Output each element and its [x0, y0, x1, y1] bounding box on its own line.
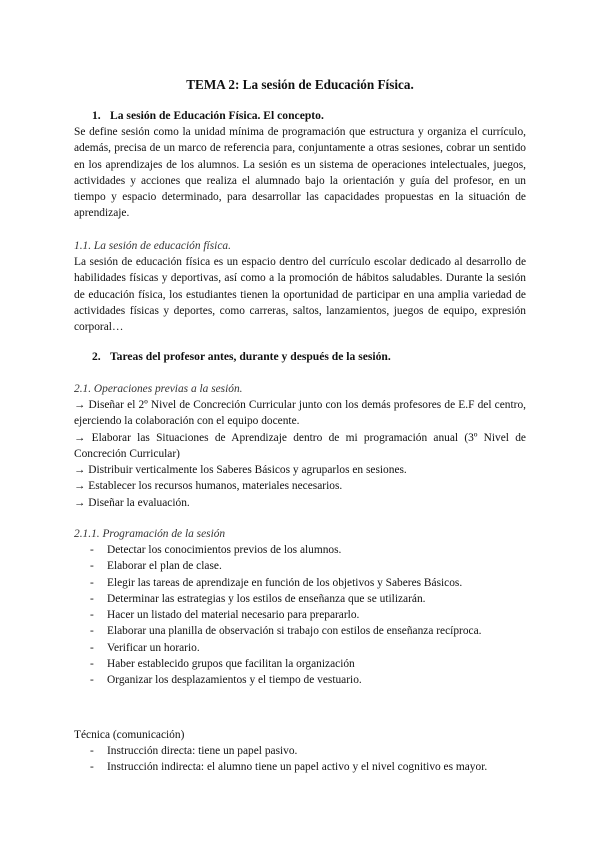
list-item-text: Elaborar una planilla de observación si trabajo con estilos de enseñanza recíproca.	[107, 625, 482, 638]
list-item-text: Haber establecido grupos que facilitan la organización	[107, 658, 355, 671]
dash-bullet: -	[90, 576, 94, 589]
dash-bullet: -	[90, 560, 94, 573]
dash-bullet: -	[90, 544, 94, 556]
list-item: → Distribuir verticalmente los Saberes Básicos y agruparlos en sesiones.	[74, 464, 407, 477]
page-title: TEMA 2: La sesión de Educación Física.	[186, 77, 414, 92]
dash-bullet: -	[90, 674, 94, 687]
section-1-heading-text: La sesión de Educación Física. El concepto.	[110, 109, 324, 122]
list-item-text: Elaborar el plan de clase.	[107, 560, 222, 573]
section-2-heading-text: Tareas del profesor antes, durante y después de la sesión.	[110, 350, 391, 363]
list-item-text: Instrucción indirecta: el alumno tiene un papel activo y el nivel cognitivo es mayor.	[107, 761, 488, 774]
list-item: → Elaborar las Situaciones de Aprendizaje dentro de mi programación anual (3º Nivel de Concreción Curricular)	[74, 431, 526, 460]
list-item: → Diseñar la evaluación.	[74, 496, 190, 509]
section-1-paragraph: Se define sesión como la unidad mínima de programación que estructura y organiza el currículo, además, precisa de un marco de referencia para, conjuntamente a otras sesiones, cobrar un sentido en los aprendizajes de los alumnos. La sesión es un sistema de operaciones intelectuales, juegos, actividades y acciones que realiza el alumnado bajo la orientación y guía del profesor, en un tiempo y espacio determinado, para desarrollar las capacidades propuestas en la situación de aprendizaje.	[74, 126, 526, 220]
list-item: → Diseñar el 2º Nivel de Concreción Curricular junto con los demás profesores de E.F del centro, ejerciendo la colaboración con el equipo docente.	[74, 399, 526, 428]
dash-bullet: -	[90, 641, 94, 654]
list-item	[90, 542, 530, 558]
dash-bullet: -	[90, 761, 94, 774]
operations-list	[74, 397, 526, 511]
list-item-text: Instrucción directa: tiene un papel pasivo.	[107, 745, 298, 757]
subsection-1-1-paragraph: La sesión de educación física es un espacio dentro del currículo escolar dedicado al desarrollo de habilidades físicas y deportivas, así como a la promoción de hábitos saludables. Durante la sesión de educación física, los estudiantes tienen la oportunidad de participar en una amplia variedad de actividades físicas y deportes, como carreras, saltos, lanzamientos, juegos de equipo, expresión corporal…	[74, 256, 526, 334]
section-1-number: 1.	[92, 109, 101, 122]
list-item	[90, 743, 530, 759]
tecnica-label: Técnica (comunicación)	[74, 729, 185, 741]
list-item	[90, 623, 530, 639]
list-item	[90, 672, 530, 688]
dash-bullet: -	[90, 592, 94, 605]
list-item	[90, 759, 530, 775]
section-2-number: 2.	[92, 350, 101, 363]
list-item	[90, 656, 530, 672]
list-item-text: Hacer un listado del material necesario para prepararlo.	[107, 609, 360, 622]
dash-bullet: -	[90, 658, 94, 671]
subsection-2-1-heading: 2.1. Operaciones previas a la sesión.	[74, 383, 243, 395]
list-item-text: Verificar un horario.	[107, 641, 200, 654]
list-item-text: Elegir las tareas de aprendizaje en función de los objetivos y Saberes Básicos.	[107, 576, 463, 589]
list-item	[90, 575, 530, 591]
tecnica-list	[90, 743, 530, 776]
list-item-text: Detectar los conocimientos previos de los alumnos.	[107, 544, 342, 556]
subsection-1-1-heading: 1.1. La sesión de educación física.	[74, 240, 231, 252]
list-item	[90, 607, 530, 623]
list-item-text: Determinar las estrategias y los estilos de enseñanza que se utilizarán.	[107, 592, 426, 605]
dash-bullet: -	[90, 745, 94, 757]
list-item	[90, 640, 530, 656]
dash-bullet: -	[90, 609, 94, 622]
session-planning-list	[90, 542, 530, 689]
dash-bullet: -	[90, 625, 94, 638]
list-item-text: Organizar los desplazamientos y el tiempo de vestuario.	[107, 674, 362, 687]
section-1-heading	[92, 108, 324, 124]
list-item	[90, 558, 530, 574]
list-item	[90, 591, 530, 607]
list-item: → Establecer los recursos humanos, materiales necesarios.	[74, 480, 343, 493]
section-2-heading	[92, 349, 391, 365]
subsection-2-1-1-heading: 2.1.1. Programación de la sesión	[74, 528, 226, 540]
